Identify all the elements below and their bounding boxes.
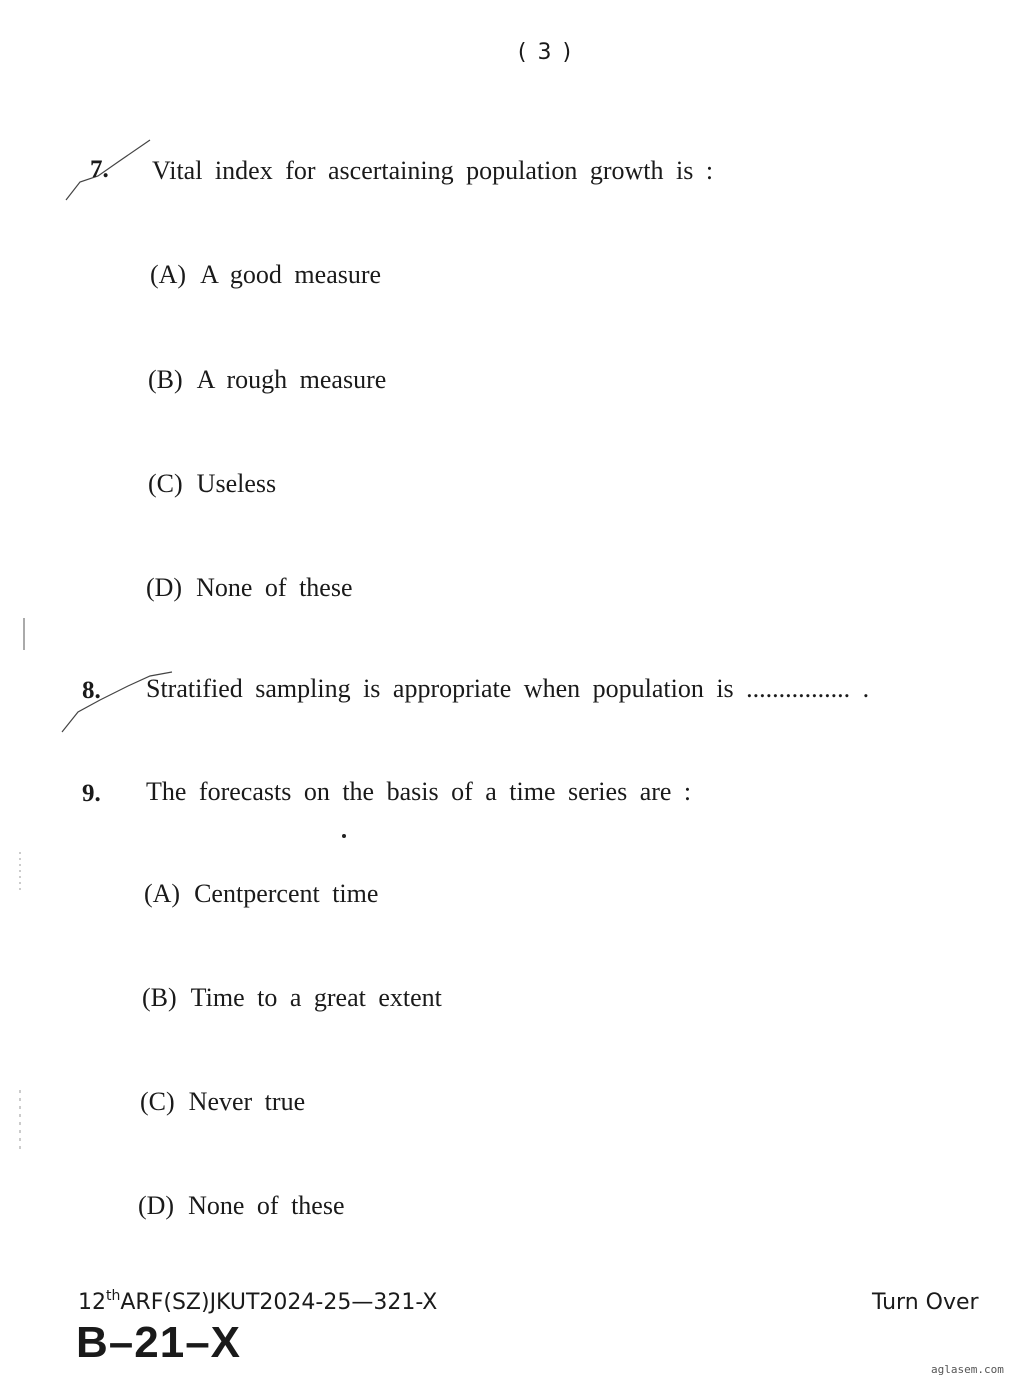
- question-8-number: 8.: [82, 677, 101, 704]
- option-text: A good measure: [200, 260, 382, 289]
- question-8-text: Stratified sampling is appropriate when population is ................ .: [146, 674, 870, 703]
- option-letter: (A): [150, 260, 187, 289]
- page-number: ( 3 ): [517, 40, 574, 65]
- option-letter: (C): [140, 1087, 175, 1116]
- question-9-option-d: [138, 1191, 345, 1221]
- question-9-option-c: [140, 1087, 305, 1117]
- option-letter: (D): [146, 573, 183, 602]
- question-9-option-a: [144, 879, 378, 909]
- question-9-number: 9.: [82, 780, 101, 807]
- option-text: Useless: [196, 469, 277, 498]
- question-9-option-b: [142, 983, 442, 1013]
- watermark: aglasem.com: [931, 1363, 1004, 1376]
- series-code: B–21–X: [76, 1318, 242, 1367]
- speck: [342, 834, 346, 838]
- question-7-option-b: [148, 365, 386, 395]
- paper-code: [78, 1288, 437, 1315]
- question-9-text: The forecasts on the basis of a time series are :: [146, 777, 692, 806]
- turn-over-label: Turn Over: [872, 1290, 979, 1315]
- option-text: Time to a great extent: [190, 983, 442, 1012]
- option-letter: (A): [144, 879, 181, 908]
- option-text: None of these: [196, 573, 353, 602]
- option-text: None of these: [188, 1191, 345, 1220]
- option-text: Centpercent time: [194, 879, 379, 908]
- question-7-text: Vital index for ascertaining population growth is :: [152, 156, 714, 185]
- paper-code-prefix: 12: [78, 1290, 106, 1315]
- question-7-option-d: [146, 573, 353, 603]
- option-text: A rough measure: [196, 365, 387, 394]
- option-letter: (D): [138, 1191, 175, 1220]
- option-letter: (B): [142, 983, 177, 1012]
- option-letter: (B): [148, 365, 183, 394]
- question-7-option-a: [150, 260, 381, 290]
- option-letter: (C): [148, 469, 183, 498]
- paper-code-sup: th: [106, 1288, 121, 1304]
- question-7-option-c: [148, 469, 276, 499]
- paper-code-rest: ARF(SZ)JKUT2024-25—321-X: [120, 1290, 438, 1315]
- question-7-number: 7.: [90, 156, 109, 183]
- option-text: Never true: [188, 1087, 306, 1116]
